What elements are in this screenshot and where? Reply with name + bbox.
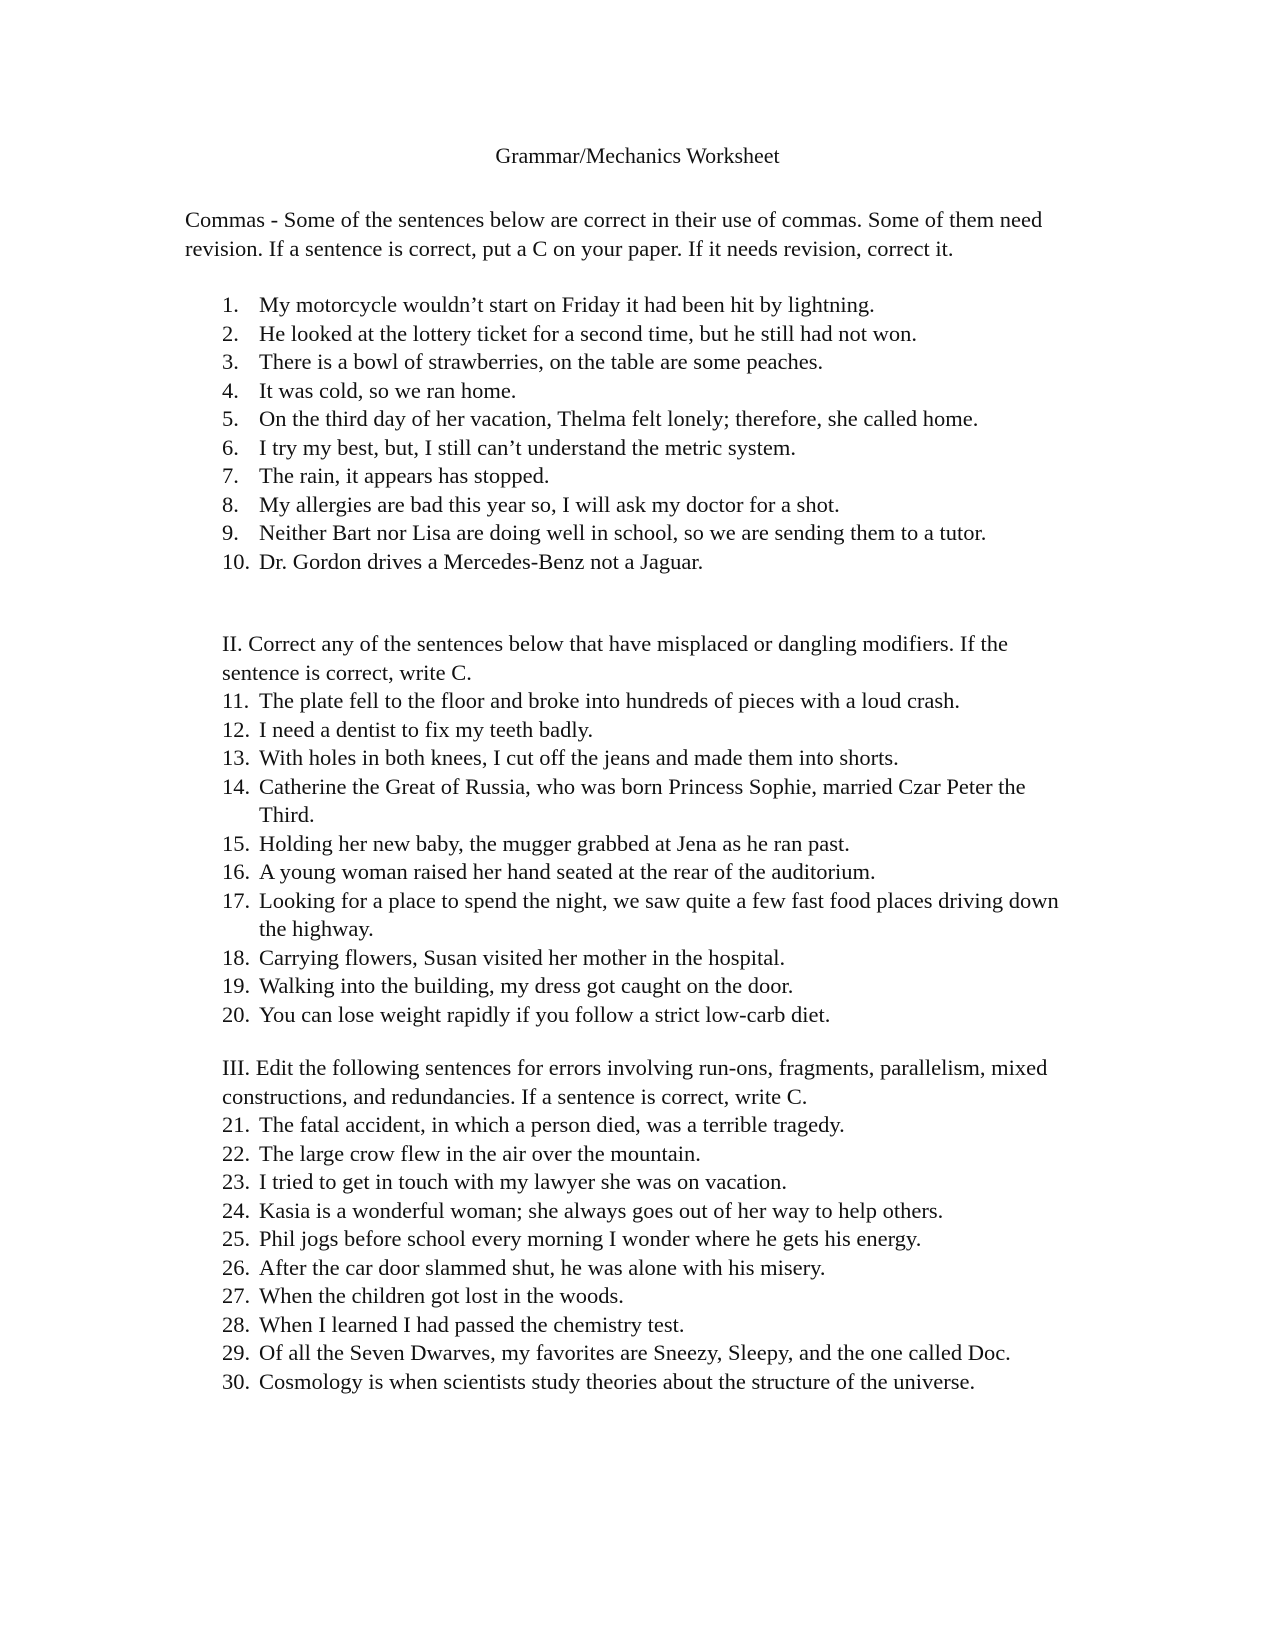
item-number: 24.	[222, 1197, 251, 1223]
item-sentence: The plate fell to the floor and broke into hundreds of pieces with a loud crash.	[259, 688, 961, 713]
item-number: 4.	[222, 377, 239, 403]
item-sentence: When I learned I had passed the chemistry test.	[259, 1311, 685, 1337]
list-item	[222, 744, 1072, 773]
item-sentence: Kasia is a wonderful woman; she always goes out of her way to help others.	[259, 1197, 944, 1223]
list-item	[222, 348, 1072, 377]
item-sentence: Dr. Gordon drives a Mercedes-Benz not a Jaguar.	[259, 548, 704, 574]
item-number: 17.	[222, 887, 251, 913]
list-item	[222, 1197, 1072, 1226]
item-sentence: There is a bowl of strawberries, on the table are some peaches.	[259, 349, 824, 374]
item-number: 7.	[222, 463, 239, 488]
list-item	[222, 491, 1072, 520]
list-item	[222, 1311, 1072, 1340]
list-item	[222, 1111, 1072, 1140]
item-sentence: With holes in both knees, I cut off the jeans and made them into shorts.	[259, 745, 899, 770]
list-item	[222, 377, 1072, 406]
list-item	[222, 1282, 1072, 1311]
section2-instructions: II. Correct any of the sentences below that have misplaced or dangling modifiers. If the sentence is correct, write C.	[222, 631, 1008, 685]
item-sentence: My motorcycle wouldn’t start on Friday it had been hit by lightning.	[259, 292, 875, 317]
list-item	[222, 773, 1072, 830]
item-number: 3.	[222, 349, 239, 374]
item-number: 6.	[222, 434, 239, 460]
section1-list	[222, 291, 1072, 576]
item-sentence: Walking into the building, my dress got caught on the door.	[259, 973, 794, 998]
item-sentence: I need a dentist to fix my teeth badly.	[259, 716, 594, 742]
item-number: 23.	[222, 1169, 251, 1194]
list-item	[222, 716, 1072, 745]
item-number: 28.	[222, 1311, 251, 1337]
list-item	[222, 944, 1072, 973]
item-sentence: It was cold, so we ran home.	[259, 377, 517, 403]
item-number: 15.	[222, 830, 251, 856]
item-number: 21.	[222, 1112, 251, 1137]
item-sentence: On the third day of her vacation, Thelma felt lonely; therefore, she called home.	[259, 406, 979, 431]
item-number: 20.	[222, 1001, 251, 1027]
item-number: 12.	[222, 716, 251, 742]
item-number: 5.	[222, 406, 239, 431]
item-number: 29.	[222, 1340, 251, 1365]
item-sentence: Carrying flowers, Susan visited her mother in the hospital.	[259, 944, 786, 970]
item-sentence: My allergies are bad this year so, I will ask my doctor for a shot.	[259, 491, 840, 517]
list-item	[222, 687, 1072, 716]
item-number: 8.	[222, 491, 239, 517]
list-item	[222, 858, 1072, 887]
list-item	[222, 1254, 1072, 1283]
item-sentence: The rain, it appears has stopped.	[259, 463, 550, 488]
list-item	[222, 1168, 1072, 1197]
list-item	[222, 972, 1072, 1001]
item-number: 11.	[222, 688, 250, 713]
section2-list	[222, 687, 1072, 1029]
item-sentence: When the children got lost in the woods.	[259, 1283, 624, 1308]
list-item	[222, 405, 1072, 434]
item-sentence: Cosmology is when scientists study theories about the structure of the universe.	[259, 1368, 976, 1394]
item-number: 13.	[222, 745, 251, 770]
item-sentence: The large crow flew in the air over the mountain.	[259, 1140, 701, 1166]
list-item	[222, 519, 1072, 548]
item-number: 18.	[222, 944, 251, 970]
item-sentence: I try my best, but, I still can’t understand the metric system.	[259, 434, 796, 460]
section3-instructions: III. Edit the following sentences for errors involving run-ons, fragments, parallelism, mixed constructions, and redundancies. If a sentence is correct, write C.	[222, 1055, 1048, 1109]
item-sentence: Catherine the Great of Russia, who was born Princess Sophie, married Czar Peter the Third.	[259, 773, 1026, 827]
item-sentence: He looked at the lottery ticket for a second time, but he still had not won.	[259, 320, 917, 346]
item-number: 30.	[222, 1368, 251, 1394]
list-item	[222, 1001, 1072, 1030]
item-sentence: After the car door slammed shut, he was alone with his misery.	[259, 1254, 826, 1280]
section3-list	[222, 1111, 1072, 1396]
item-sentence: You can lose weight rapidly if you follow a strict low-carb diet.	[259, 1001, 831, 1027]
item-sentence: I tried to get in touch with my lawyer she was on vacation.	[259, 1169, 787, 1194]
list-item	[222, 462, 1072, 491]
item-number: 25.	[222, 1226, 251, 1251]
item-number: 16.	[222, 859, 251, 884]
list-item	[222, 1368, 1072, 1397]
list-item	[222, 434, 1072, 463]
list-item	[222, 1339, 1072, 1368]
item-number: 27.	[222, 1283, 251, 1308]
item-sentence: The fatal accident, in which a person died, was a terrible tragedy.	[259, 1112, 845, 1137]
item-sentence: Neither Bart nor Lisa are doing well in school, so we are sending them to a tutor.	[259, 520, 987, 545]
list-item	[222, 1140, 1072, 1169]
item-sentence: Phil jogs before school every morning I wonder where he gets his energy.	[259, 1226, 922, 1251]
item-sentence: Looking for a place to spend the night, we saw quite a few fast food places driving down the highway.	[259, 887, 1059, 941]
item-sentence: A young woman raised her hand seated at the rear of the auditorium.	[259, 859, 876, 884]
list-item	[222, 1225, 1072, 1254]
item-sentence: Of all the Seven Dwarves, my favorites are Sneezy, Sleepy, and the one called Doc.	[259, 1340, 1011, 1365]
item-number: 22.	[222, 1140, 251, 1166]
section1-instructions: Commas - Some of the sentences below are correct in their use of commas. Some of them need revision. If a sentence is correct, put a C on your paper. If it needs revision, correct it.	[185, 207, 1043, 261]
item-number: 26.	[222, 1254, 251, 1280]
item-number: 1.	[222, 292, 239, 317]
list-item	[222, 291, 1072, 320]
list-item	[222, 548, 1072, 577]
list-item	[222, 320, 1072, 349]
item-number: 9.	[222, 520, 239, 545]
page-title: Grammar/Mechanics Worksheet	[495, 143, 780, 168]
item-number: 10.	[222, 548, 251, 574]
item-number: 19.	[222, 973, 251, 998]
list-item	[222, 887, 1072, 944]
list-item	[222, 830, 1072, 859]
item-sentence: Holding her new baby, the mugger grabbed at Jena as he ran past.	[259, 830, 850, 856]
item-number: 14.	[222, 773, 251, 799]
item-number: 2.	[222, 320, 239, 346]
